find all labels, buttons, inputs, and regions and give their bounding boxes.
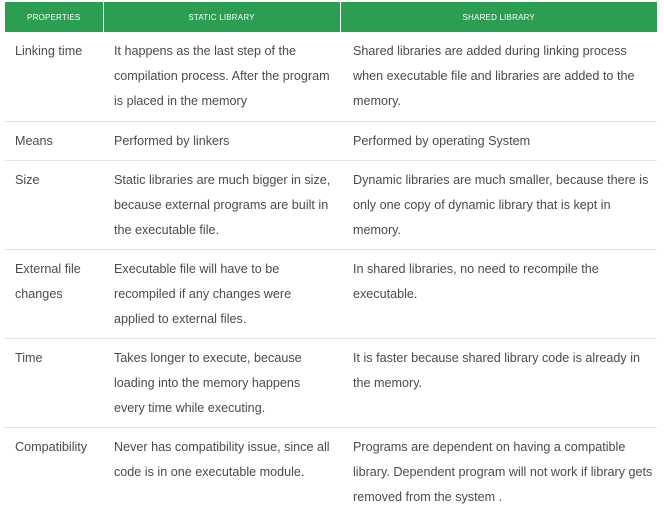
table-row — [5, 338, 657, 427]
table-row — [5, 427, 657, 516]
comparison-table — [5, 2, 657, 516]
header-properties: PROPERTIES — [5, 2, 103, 32]
table-row — [5, 160, 657, 249]
property-cell: Compatibility — [15, 439, 88, 454]
shared-library-cell: Programs are dependent on having a compatible library. Dependent program will not work if library gets removed from the system . — [353, 439, 653, 504]
property-cell: Size — [5, 160, 103, 249]
static-library-cell: Never has compatibility issue, since all code is in one executable module. — [114, 439, 330, 479]
shared-library-cell: In shared libraries, no need to recompile the executable. — [340, 249, 657, 338]
property-cell: Time — [5, 338, 103, 427]
table-row — [5, 249, 657, 338]
table-row — [5, 121, 657, 160]
table-row — [5, 32, 657, 121]
table-body — [5, 32, 657, 516]
property-cell: Linking time — [5, 32, 103, 121]
static-library-cell: It happens as the last step of the compilation process. After the program is placed in the memory — [103, 32, 340, 121]
static-library-cell: Takes longer to execute, because loading into the memory happens every time while executing. — [103, 338, 340, 427]
header-row — [5, 2, 657, 32]
comparison-table-container — [5, 2, 657, 516]
static-library-cell: Static libraries are much bigger in size, because external programs are built in the executable file. — [103, 160, 340, 249]
property-cell: Means — [5, 121, 103, 160]
static-library-cell: Executable file will have to be recompiled if any changes were applied to external files. — [103, 249, 340, 338]
shared-library-cell: Shared libraries are added during linking process when executable file and libraries are added to the memory. — [340, 32, 657, 121]
table-header — [5, 2, 657, 32]
shared-library-cell: Performed by operating System — [340, 121, 657, 160]
header-shared-library: SHARED LIBRARY — [340, 2, 657, 32]
static-library-cell: Performed by linkers — [103, 121, 340, 160]
shared-library-cell: Dynamic libraries are much smaller, because there is only one copy of dynamic library that is kept in memory. — [340, 160, 657, 249]
shared-library-cell: It is faster because shared library code is already in the memory. — [340, 338, 657, 427]
header-static-library: STATIC LIBRARY — [103, 2, 340, 32]
property-cell: External file changes — [5, 249, 103, 338]
